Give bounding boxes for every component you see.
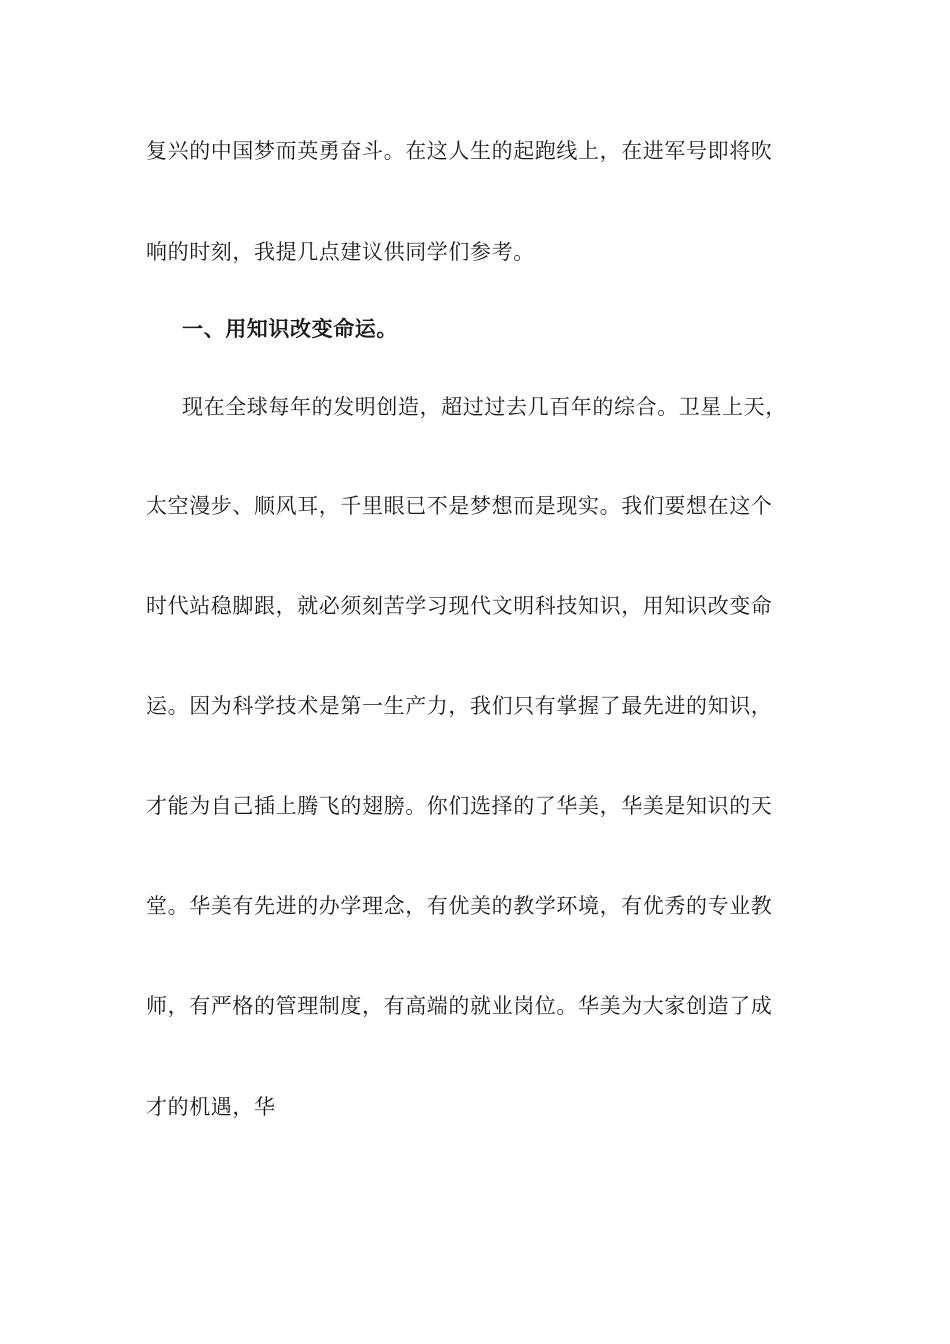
section-heading: 一、用知识改变命运。 xyxy=(182,317,398,341)
paragraph-line: 才能为自己插上腾飞的翅膀。你们选择的了华美，华美是知识的天 xyxy=(146,794,773,818)
paragraph-line: 运。因为科学技术是第一生产力，我们只有掌握了最先进的知识， xyxy=(146,694,773,718)
paragraph-line: 才的机遇，华 xyxy=(146,1095,276,1119)
paragraph-line: 堂。华美有先进的办学理念，有优美的教学环境，有优秀的专业教 xyxy=(146,894,773,918)
paragraph-line: 太空漫步、顺风耳，千里眼已不是梦想而是现实。我们要想在这个 xyxy=(146,494,773,518)
paragraph-line: 师，有严格的管理制度，有高端的就业岗位。华美为大家创造了成 xyxy=(146,994,773,1018)
paragraph-line: 复兴的中国梦而英勇奋斗。在这人生的起跑线上，在进军号即将吹 xyxy=(146,139,773,163)
paragraph-line: 时代站稳脚跟，就必须刻苦学习现代文明科技知识，用知识改变命 xyxy=(146,594,773,618)
paragraph-first-line: 现在全球每年的发明创造，超过过去几百年的综合。卫星上天， xyxy=(182,395,787,419)
paragraph-line: 响的时刻，我提几点建议供同学们参考。 xyxy=(146,240,535,264)
